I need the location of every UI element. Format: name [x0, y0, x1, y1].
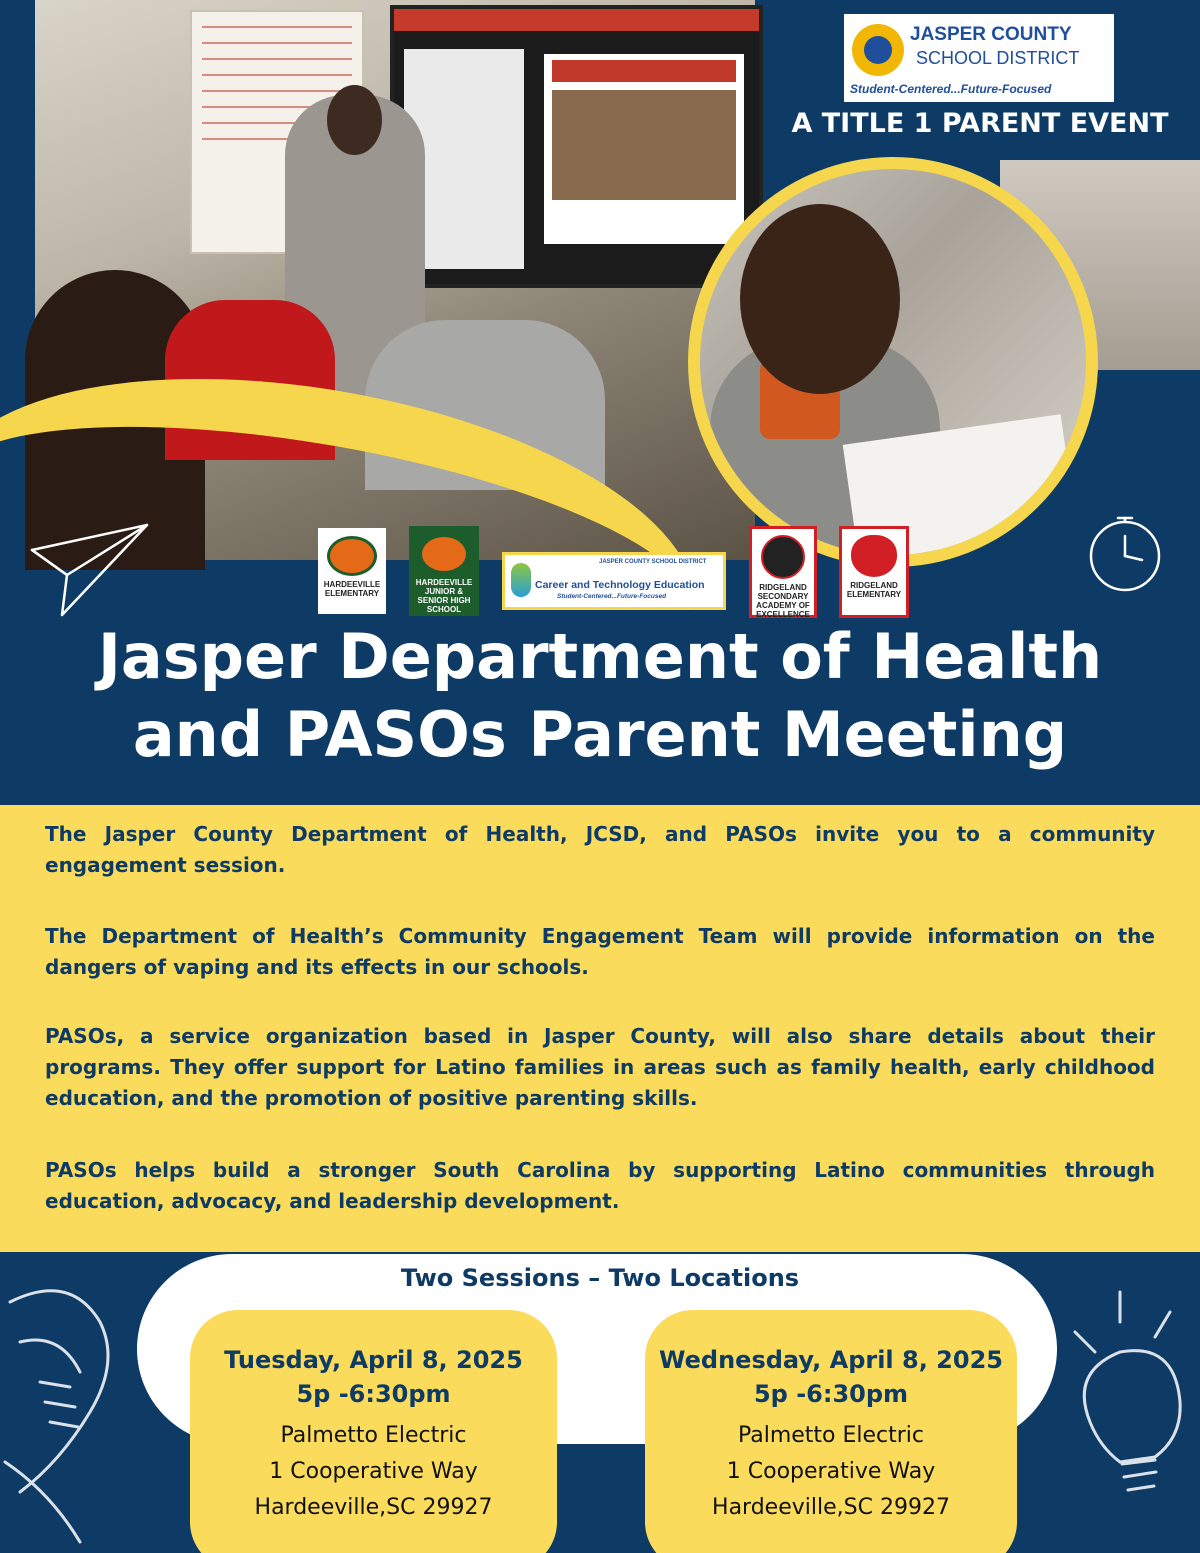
cte-name: Career and Technology Education	[535, 579, 705, 591]
event-type-label: A TITLE 1 PARENT EVENT	[791, 108, 1169, 139]
hardeeville-h-icon	[327, 536, 377, 576]
main-title-line1: Jasper Department of Health	[97, 620, 1103, 693]
ridgeland-secondary-logo	[749, 526, 817, 618]
info-section	[0, 805, 1200, 1252]
cte-tagline: Student-Centered...Future-Focused	[557, 593, 667, 600]
info-paragraph-pasos-mission: PASOs helps build a stronger South Carolina by supporting Latino communities through education, advocacy, and leadership development.	[45, 1158, 1155, 1213]
session-day: Wednesday, April 8, 2025	[659, 1346, 1003, 1374]
session-venue: Palmetto Electric	[280, 1423, 467, 1448]
district-name-line2: SCHOOL DISTRICT	[916, 48, 1080, 68]
paw-print-icon	[851, 535, 897, 577]
district-tagline: Student-Centered...Future-Focused	[850, 82, 1052, 96]
session-time: 5p -6:30pm	[296, 1380, 451, 1408]
school-logo-label: HARDEEVILLE JUNIOR & SENIOR HIGH SCHOOL	[415, 578, 473, 614]
session-card-1	[190, 1310, 557, 1553]
school-logo-label: HARDEEVILLE ELEMENTARY	[323, 580, 381, 598]
hero-section	[0, 0, 1200, 640]
session-address	[645, 1418, 1017, 1526]
district-logo	[842, 12, 1116, 104]
sessions-section	[0, 1252, 1200, 1553]
session-street: 1 Cooperative Way	[269, 1459, 478, 1484]
session-venue: Palmetto Electric	[737, 1423, 925, 1448]
info-paragraph-vaping: The Department of Health’s Community Engagement Team will provide information on the dangers of vaping and its effects in our schools.	[45, 924, 1155, 979]
info-paragraph-invite: The Jasper County Department of Health, JCSD, and PASOs invite you to a community engagement session.	[45, 822, 1155, 877]
school-logos-row	[0, 522, 1200, 622]
cte-logo	[502, 552, 726, 610]
hardeeville-jr-sr-high-logo	[409, 526, 479, 616]
lightbulb-icon	[1060, 1272, 1200, 1552]
session-street: 1 Cooperative Way	[726, 1459, 936, 1484]
ridgeland-elementary-logo	[839, 526, 909, 618]
session-city: Hardeeville,SC 29927	[254, 1495, 493, 1520]
cte-district: JASPER COUNTY SCHOOL DISTRICT	[599, 559, 707, 565]
hardeeville-h-icon	[419, 534, 469, 574]
chalk-hand-icon	[0, 1262, 130, 1552]
presentation-screen	[390, 5, 763, 288]
district-logo-icon	[852, 24, 904, 76]
main-title	[0, 618, 1200, 774]
student-circle-photo	[688, 157, 1098, 567]
info-paragraph-pasos-programs: PASOs, a service organization based in Jasper County, will also share details about their programs. They offer support for Latino families in areas such as family health, early childhood education, and the promotion of positive parenting skills.	[45, 1024, 1155, 1110]
main-title-line2: and PASOs Parent Meeting	[132, 698, 1068, 771]
school-logo-label: RIDGELAND SECONDARY ACADEMY OF EXCELLENCE	[756, 583, 810, 619]
session-day: Tuesday, April 8, 2025	[224, 1346, 523, 1374]
cte-leaf-icon	[511, 563, 531, 597]
session-address	[190, 1418, 557, 1526]
hardeeville-elementary-logo	[318, 528, 386, 614]
session-city: Hardeeville,SC 29927	[712, 1495, 950, 1520]
school-logo-label: RIDGELAND ELEMENTARY	[846, 581, 902, 599]
sessions-title: Two Sessions – Two Locations	[400, 1264, 800, 1292]
session-time: 5p -6:30pm	[753, 1380, 909, 1408]
district-name-line1: JASPER COUNTY	[910, 24, 1072, 45]
session-card-2	[645, 1310, 1017, 1553]
jaguar-icon	[761, 535, 805, 579]
